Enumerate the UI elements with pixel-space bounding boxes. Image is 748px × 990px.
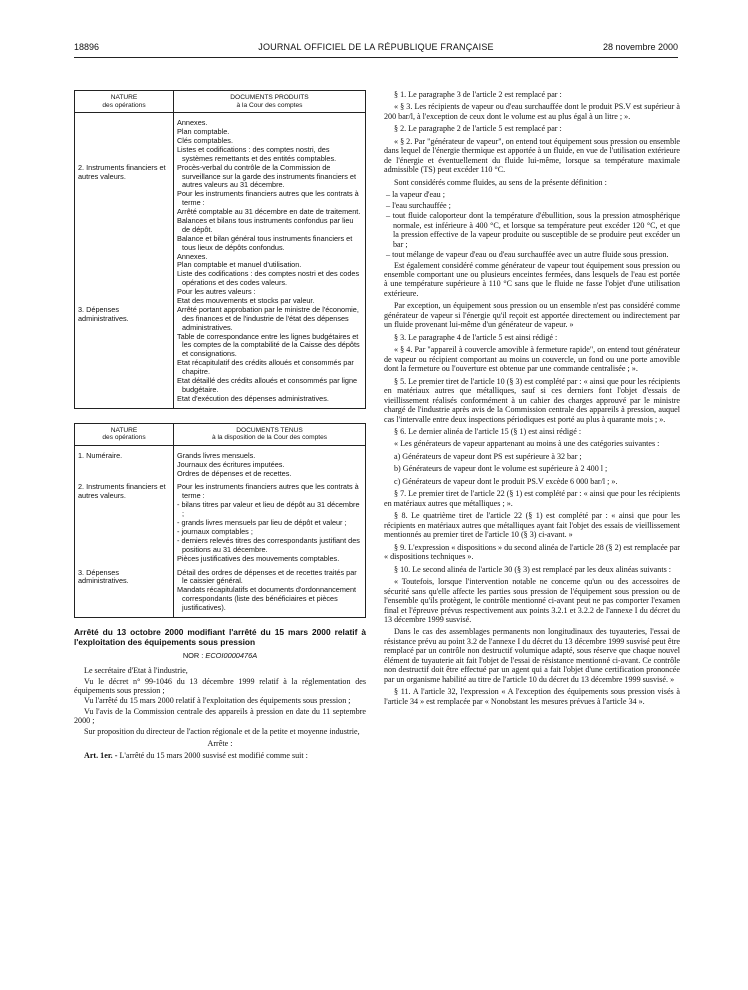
decree-paragraph: Vu l'avis de la Commission centrale des appareils à pression en date du 11 septembre 2000 ; — [74, 706, 366, 726]
decree-paragraph: Le secrétaire d'Etat à l'industrie, — [84, 666, 188, 676]
body-paragraph: § 1. Le paragraphe 3 de l'article 2 est remplacé par : — [394, 90, 562, 99]
documents-cell: Grands livres mensuels. Journaux des écritures imputées. Ordres de dépenses et de recettes. — [174, 452, 366, 479]
decree-paragraph: Vu l'arrêté du 15 mars 2000 relatif à l'exploitation des équipements sous pression ; — [84, 696, 351, 706]
body-paragraph: § 6. Le dernier alinéa de l'article 15 (§ 1) est ainsi rédigé : — [394, 427, 582, 436]
body-paragraph: c) Générateurs de vapeur dont le produit PS.V excède 6 000 bar/l ; ». — [394, 476, 618, 486]
documents-cell: Détail des ordres de dépenses et de recettes traités par le caissier général. Mandats récapitulatifs et documents d'ordonnancement correspondants (liste des bénéficiaires et pièces justificatives). — [174, 569, 366, 613]
body-paragraph: « § 2. Par "générateur de vapeur", on entend tout équipement sous pression ou ensemble dans lequel de l'énergie thermique est apportée à un fluide, en vue de l'utilisation extérieure de l'énergie et éventuellement du fluide lui-même, lorsque sa température maximale admissible (TS) peut excéder 110 °C. — [384, 136, 680, 175]
left-column — [74, 90, 366, 762]
body-paragraph: « Toutefois, lorsque l'intervention notable ne concerne qu'un ou des accessoires de sécurité sans qu'elle affecte les parties sous pression de l'équipement sous pression ou de l'ensemble qu'ils protègent, le contrôle mentionné ci-avant peut ne pas comporter l'examen final et l'épreuve prévus respectivement aux points 3.2.1 et 3.2.2 de l'annexe I du décret du 13 décembre 1999 susvisé. — [384, 577, 680, 624]
documents-cell: Pour les instruments financiers autres que les contrats à terme : - bilans titres par valeur et lieu de dépôt au 31 décembre ; - grands livres mensuels par lieu de dépôt et valeur ; - journaux comptables ; - derniers relevés titres des correspondants justifiant des positions au 31 décembre. Pièces justificatives des mouvements comptables. — [174, 483, 366, 563]
documents-cell: Annexes. Plan comptable. Clés comptables. Listes et codifications : des comptes nostri, des systèmes remettants et des entités comptables. — [174, 119, 366, 163]
nature-cell — [75, 119, 174, 163]
body-paragraph: § 10. Le second alinéa de l'article 30 (§ 3) est remplacé par les deux alinéas suivants : — [394, 564, 671, 574]
article-1: Art. 1er. - L'arrêté du 15 mars 2000 susvisé est modifié comme suit : — [84, 751, 308, 761]
nor-reference: NOR : ECOI0000476A — [182, 651, 258, 661]
list-item: – tout mélange de vapeur d'eau ou d'eau surchauffée avec un autre fluide sous pression. — [386, 250, 669, 260]
table-row — [75, 569, 366, 613]
body-paragraph: a) Générateurs de vapeur dont PS est supérieure à 32 bar ; — [394, 451, 582, 461]
list-item: – l'eau surchauffée ; — [386, 200, 451, 210]
body-paragraph: § 8. Le quatrième tiret de l'article 22 (§ 1) est complété par : « ainsi que pour les récipients en matériaux autres que métalliques ayant fait l'objet des essais de vieillissement mentionnés au premier tiret de l'article 10 (§ 3) ci-avant. » — [384, 511, 680, 540]
table-row — [75, 452, 366, 479]
col-documents-header: DOCUMENTS PRODUITS à la Cour des comptes — [174, 91, 366, 113]
arrete-label: Arrête : — [207, 738, 233, 748]
body-paragraph: Est également considéré comme générateur de vapeur tout équipement sous pression ou ensemble comportant une ou plusieurs enceintes fermées, dans lesquels de l'eau est portée à une température supérieure à 110 °C sans que le fluide ne fasse l'objet d'une utilisation extérieure. — [384, 260, 680, 298]
nature-cell: 3. Dépenses administratives. — [75, 306, 174, 404]
table-row — [75, 306, 366, 404]
publication-date: 28 novembre 2000 — [602, 42, 678, 52]
body-paragraph: § 7. Le premier tiret de l'article 22 (§ 1) est complété par : « ainsi que pour les récipients en matériaux autres que métalliques ; ». — [384, 489, 680, 508]
page-header — [74, 42, 678, 56]
nature-cell: 3. Dépenses administratives. — [75, 569, 174, 613]
body-paragraph: Sont considérés comme fluides, au sens de la présente définition : — [394, 177, 607, 187]
col-documents-header: DOCUMENTS TENUS à la disposition de la Cour des comptes — [174, 423, 366, 445]
documents-cell: Procès-verbal du contrôle de la Commission de surveillance sur la garde des instruments financiers et autres valeurs au 31 décembre. Pour les instruments financiers autres que les contrats à terme : Arrêté comptable au 31 décembre en date de traitement. Balances et bilans tous instruments confondus par lieu de dépôt. Balance et bilan général tous instruments financiers et tous lieux de dépôts confondus. Annexes. Plan comptable et manuel d'utilisation. Liste des codifications : des comptes nostri et des codes opérations et des codes valeurs. Pour les autres valeurs : Etat des mouvements et stocks par valeur. — [174, 164, 366, 306]
decree-paragraph: Vu le décret n° 99-1046 du 13 décembre 1999 relatif à la réglementation des équipements sous pression ; — [74, 676, 366, 696]
nature-cell: 2. Instruments financiers et autres valeurs. — [75, 164, 174, 306]
decree-title: Arrêté du 13 octobre 2000 modifiant l'arrêté du 15 mars 2000 relatif à l'exploitation des équipements sous pression — [74, 626, 366, 647]
right-column — [384, 90, 680, 709]
body-paragraph: § 11. A l'article 32, l'expression « A l'exception des équipements sous pression visés à l'article 34 » est remplacée par « Nonobstant les mesures prévues à l'article 34 ». — [384, 687, 680, 706]
table-row — [75, 483, 366, 563]
body-paragraph: § 5. Le premier tiret de l'article 10 (§ 3) est complété par : « ainsi que pour les récipients en matériaux autres que métalliques, sauf si ces derniers font l'objet d'essais de vieillissement réalisés conformément à un cahier des charges approuvé par le ministre chargé de l'industrie après avis de la Commission centrale des appareils à pression, auquel cas l'intervalle entre deux inspections périodiques est porté au plus à quarante mois ; ». — [384, 376, 680, 424]
documents-produced-table — [74, 90, 366, 409]
documents-held-table — [74, 423, 366, 618]
body-paragraph: « § 3. Les récipients de vapeur ou d'eau surchauffée dont le produit PS.V est supérieur à 200 bar/l, à l'exception de ceux dont le volume est au plus égal à un litre ; ». — [384, 102, 680, 121]
body-paragraph: « Les générateurs de vapeur appartenant au moins à une des catégories suivantes : — [394, 439, 660, 449]
table-row — [75, 164, 366, 306]
list-item: – la vapeur d'eau ; — [386, 190, 445, 200]
documents-cell: Arrêté portant approbation par le ministre de l'économie, des finances et de l'industrie de l'état des dépenses administratives. Table de correspondance entre les lignes budgétaires et les comptes de la comptabilité de la Caisse des dépôts et consignations. Etat récapitulatif des crédits alloués et consommés par chapitre. Etat détaillé des crédits alloués et consommés par ligne budgétaire. Etat d'exécution des dépenses administratives. — [174, 306, 366, 404]
body-paragraph: § 2. Le paragraphe 2 de l'article 5 est remplacé par : — [394, 124, 562, 134]
nature-cell: 1. Numéraire. — [75, 452, 174, 479]
body-paragraph: « § 4. Par "appareil à couvercle amovible à fermeture rapide", on entend tout générateur de vapeur ou récipient comportant au moins un couvercle, un fond ou une porte amovible dont la fermeture ou l'ouverture est obtenue par une commande centralisée ; ». — [384, 345, 680, 374]
header-rule — [74, 57, 678, 58]
body-paragraph: § 9. L'expression « dispositions » du second alinéa de l'article 28 (§ 2) est remplacée par « dispositions techniques ». — [384, 542, 680, 562]
body-paragraph: b) Générateurs de vapeur dont le volume est supérieure à 2 400 l ; — [394, 464, 608, 474]
list-item: – tout fluide caloporteur dont la température d'ébullition, sous la pression atmosphérique normale, est inférieure à 400 °C, et lorsque sa température peut excéder 120 °C, et que la pression effective de la vapeur produite ou susceptible de se produire peut excéder un bar ; — [386, 211, 680, 249]
nature-cell: 2. Instruments financiers et autres valeurs. — [75, 483, 174, 563]
col-nature-header: NATURE des opérations — [75, 91, 174, 113]
body-paragraph: Par exception, un équipement sous pression ou un ensemble n'est pas considéré comme générateur de vapeur si l'énergie qu'il reçoit est apportée directement ou indirectement par un fluide provenant lui-même d'un générateur de vapeur. » — [384, 301, 680, 330]
page-number: 18896 — [74, 42, 100, 52]
table-row — [75, 119, 366, 163]
col-nature-header: NATURE des opérations — [75, 423, 174, 445]
body-paragraph: Dans le cas des assemblages permanents non longitudinaux des tuyauteries, l'essai de résistance prévu au point 3.2 de l'annexe I du décret du 13 décembre 1999 susvisé peut être remplacé par un contrôle non destructif volumique adapté, sous réserve que chaque nouvel élément de tuyauterie ait fait l'objet de l'essai de résistance mentionné ci-avant. Ce contrôle non destructif doit être effectué par un agent qui a fait l'objet d'une certification prononcée par un organisme habilité au titre de l'article 10 du décret du 13 décembre 1999 susvisé. » — [384, 627, 680, 684]
decree-paragraph: Sur proposition du directeur de l'action régionale et de la petite et moyenne industrie, — [84, 726, 360, 736]
journal-title: JOURNAL OFFICIEL DE LA RÉPUBLIQUE FRANÇAISE — [258, 42, 494, 52]
body-paragraph: § 3. Le paragraphe 4 de l'article 5 est ainsi rédigé : — [394, 332, 558, 342]
